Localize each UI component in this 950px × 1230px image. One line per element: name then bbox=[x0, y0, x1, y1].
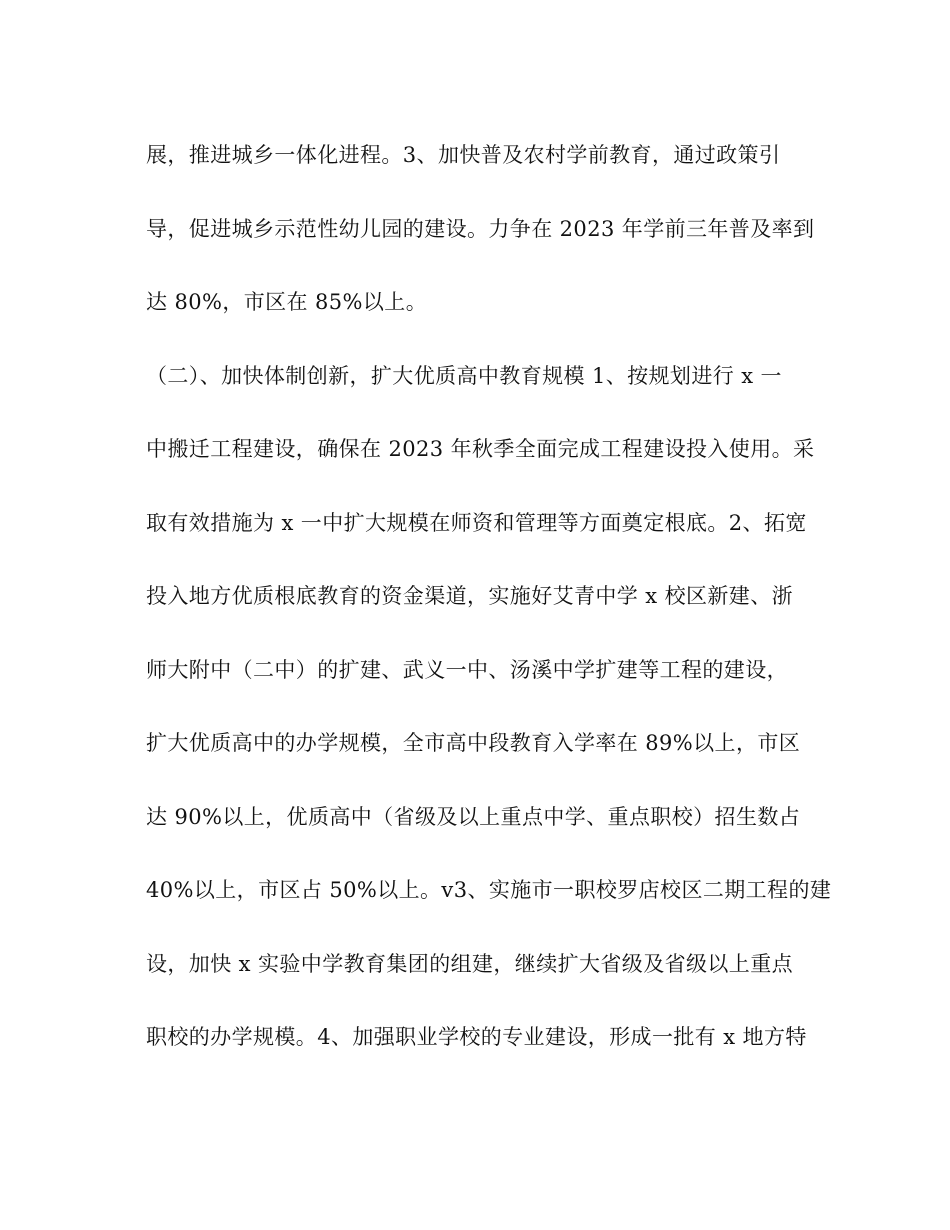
text-line: 取有效措施为 x 一中扩大规模在师资和管理等方面奠定根底。2、拓宽 bbox=[146, 510, 807, 535]
text-line: 达 80%，市区在 85%以上。 bbox=[146, 290, 428, 314]
text-line: 扩大优质高中的办学规模，全市高中段教育入学率在 89%以上，市区 bbox=[146, 731, 801, 755]
text-line: 职校的办学规模。4、加强职业学校的专业建设，形成一批有 x 地方特 bbox=[146, 1025, 807, 1049]
text-line: 展，推进城乡一体化进程。3、加快普及农村学前教育，通过政策引 bbox=[146, 143, 781, 167]
text-line: 导，促进城乡示范性幼儿园的建设。力争在 2023 年学前三年普及率到 bbox=[146, 216, 815, 241]
text-line: 投入地方优质根底教育的资金渠道，实施好艾青中学 x 校区新建、浙 bbox=[146, 584, 793, 608]
text-line: 中搬迁工程建设，确保在 2023 年秋季全面完成工程建设投入使用。采 bbox=[146, 437, 815, 461]
text-line: 40%以上，市区占 50%以上。v3、实施市一职校罗店校区二期工程的建 bbox=[146, 878, 832, 902]
text-line: 达 90%以上，优质高中（省级及以上重点中学、重点职校）招生数占 bbox=[146, 804, 801, 829]
text-line: 师大附中（二中）的扩建、武义一中、汤溪中学扩建等工程的建设， bbox=[146, 657, 788, 682]
body-text bbox=[146, 132, 832, 1088]
section-heading-line: （二）、加快体制创新，扩大优质高中教育规模 1、按规划进行 x 一 bbox=[146, 363, 782, 388]
text-line: 设，加快 x 实验中学教育集团的组建，继续扩大省级及省级以上重点 bbox=[146, 951, 793, 976]
